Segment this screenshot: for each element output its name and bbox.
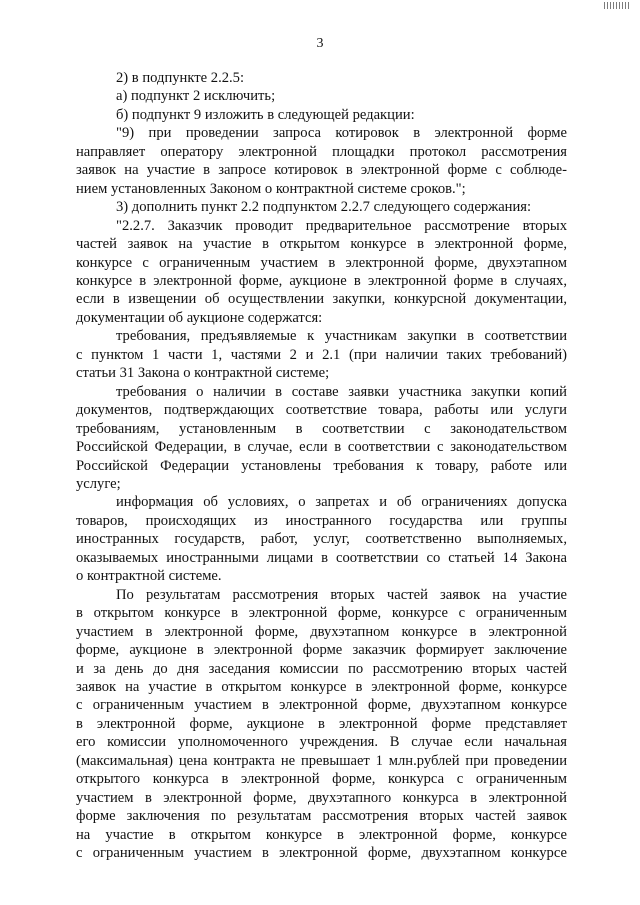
text-line: конкурсе с ограниченным участием в электронной форме, двухэтапном — [76, 254, 567, 271]
text-line: с ограниченным участием в электронной форме, двухэтапном конкурсе — [76, 845, 567, 862]
page-number: 3 — [316, 36, 324, 51]
text-line: в электронной форме, аукционе в электронной форме представляет — [76, 715, 567, 732]
text-line: информация об условиях, о запретах и об ограничениях допуска — [116, 494, 567, 511]
text-line: иностранных государств, работ, услуг, соответственно выполняемых, — [76, 531, 567, 548]
text-line: статьи 31 Закона о контрактной системе; — [76, 365, 330, 382]
scan-corner-mark — [604, 2, 630, 9]
text-line: услуге; — [76, 475, 121, 492]
text-line: на участие в открытом конкурсе в электронной форме, конкурсе — [76, 826, 567, 843]
text-line: Российской Федерации, в случае, если в соответствии с законодательством — [76, 439, 567, 456]
text-line: заявок на участие в запросе котировок в электронной форме с соблюде- — [76, 162, 567, 179]
text-line: а) подпункт 2 исключить; — [116, 88, 276, 105]
text-line: По результатам рассмотрения вторых частей заявок на участие — [116, 586, 567, 603]
text-line: о контрактной системе. — [76, 568, 222, 585]
text-line: направляет оператору электронной площадки протокол рассмотрения — [76, 143, 567, 160]
text-line: открытого конкурса в электронной форме, конкурса с ограниченным — [76, 771, 567, 788]
text-line: "9) при проведении запроса котировок в электронной форме — [116, 125, 567, 142]
text-line: требованиям, установленным в соответствии с законодательством — [76, 420, 567, 437]
text-line: заявок на участие в открытом конкурсе в электронной форме, конкурсе — [76, 678, 567, 695]
text-line: если в извещении об осуществлении закупки, конкурсной документации, — [76, 291, 567, 308]
text-line: нием установленных Законом о контрактной системе сроков."; — [76, 180, 466, 197]
text-line: с ограниченным участием в электронной форме, двухэтапном конкурсе — [76, 697, 567, 714]
text-line: 2) в подпункте 2.2.5: — [116, 70, 245, 86]
text-line: участием в электронной форме, двухэтапном конкурсе в электронной — [76, 623, 567, 640]
text-line: и за день до дня заседания комиссии по рассмотрению вторых частей — [76, 660, 567, 677]
text-line: частей заявок на участие в открытом конкурсе в электронной форме, — [76, 236, 567, 253]
text-line: форме заключения по результатам рассмотрения вторых частей заявок — [76, 808, 567, 825]
text-line: участием в электронной форме, двухэтапного конкурса в электронной — [76, 789, 567, 806]
text-line: Российской Федерации установлены требования к товару, работе или — [76, 457, 567, 474]
text-line: (максимальная) цена контракта не превышает 1 млн.рублей при проведении — [76, 752, 567, 769]
document-body — [76, 69, 567, 862]
text-line: требования, предъявляемые к участникам закупки в соответствии — [116, 328, 567, 345]
text-line: товаров, происходящих из иностранного государства или группы — [76, 512, 567, 529]
text-line: форме, аукционе в электронной форме заказчик формирует заключение — [76, 642, 567, 659]
text-line: оказываемых иностранными лицами в соответствии со статьей 14 Закона — [76, 549, 567, 566]
text-line: в открытом конкурсе в электронной форме, конкурсе с ограниченным — [76, 605, 567, 622]
text-line: б) подпункт 9 изложить в следующей редакции: — [116, 106, 415, 123]
text-line: "2.2.7. Заказчик проводит предварительное рассмотрение вторых — [116, 217, 567, 234]
text-line: требования о наличии в составе заявки участника закупки копий — [116, 383, 567, 400]
text-line: документов, подтверждающих соответствие товара, работы или услуги — [76, 402, 567, 419]
text-line: конкурсе в электронной форме, аукционе в электронной форме в случаях, — [76, 272, 567, 289]
text-line: 3) дополнить пункт 2.2 подпунктом 2.2.7 следующего содержания: — [116, 199, 532, 216]
text-line: документации об аукционе содержатся: — [76, 309, 323, 326]
text-line: с пунктом 1 части 1, частями 2 и 2.1 (при наличии таких требований) — [76, 346, 567, 363]
text-line: его комиссии уполномоченного учреждения. В случае если начальная — [76, 734, 567, 751]
